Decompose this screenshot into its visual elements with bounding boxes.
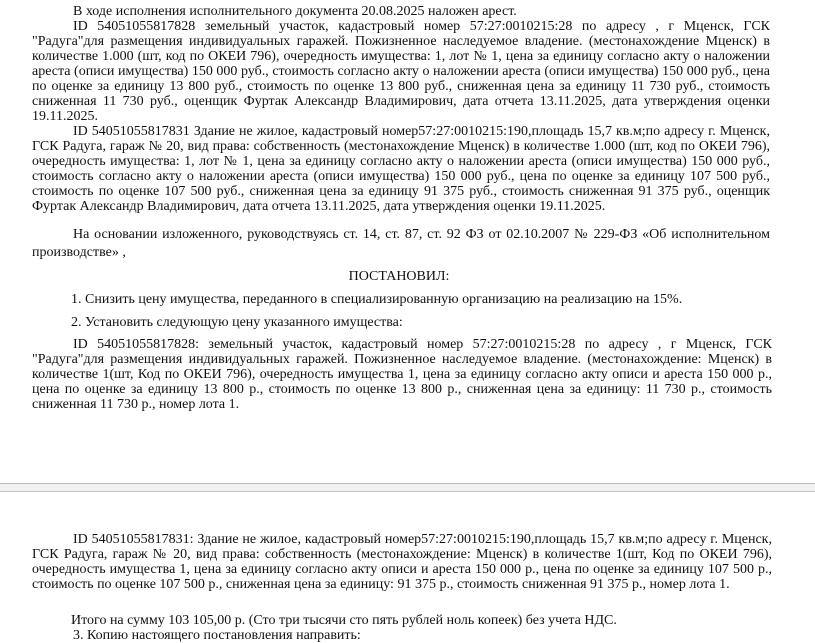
resolution-point-1: 1. Снизить цену имущества, переданного в специализированную организацию на реализацию на 15%. — [71, 292, 683, 307]
next-point-paragraph-cut: 3. Копию настоящего постановления направить: — [73, 628, 361, 643]
property-item-2-paragraph: ID 54051055817831 Здание не жилое, кадастровый номер57:27:0010215:190,площадь 15,7 кв.м;по адресу г. Мценск, ГСК Радуга, гараж № 20, вид права: собственность (местонахождение Мценск) в количестве 1.000 (шт, код по ОКЕИ 796), очередность имущества: 1, лот № 1, цена за единицу согласно акту о наложении ареста (описи имущества) 150 000 руб., стоимость согласно акту о наложении ареста (описи имущества) 150 000 руб., цена по оценке за единицу 107 500 руб., стоимость по оценке 107 500 руб., сниженная цена за единицу 91 375 руб., стоимость сниженная 91 375 руб., оценщик Фуртак Александр Владимирович, дата отчета 13.11.2025, дата утверждения оценки 19.11.2025. — [32, 124, 770, 214]
resolution-point-2: 2. Установить следующую цену указанного имущества: — [71, 315, 403, 330]
resolution-heading: ПОСТАНОВИЛ: — [348, 269, 450, 284]
legal-basis-paragraph: На основании изложенного, руководствуясь ст. 14, ст. 87, ст. 92 ФЗ от 02.10.2007 № 229-ФЗ «Об исполнительном производстве» , — [32, 227, 770, 260]
new-price-item-2: ID 54051055817831: Здание не жилое, кадастровый номер57:27:0010215:190,площадь 15,7 кв.м;по адресу г. Мценск, ГСК Радуга, гараж № 20, вид права: собственность (местонахождение: Мценск) в количестве 1(шт, Код по ОКЕИ 796), очередность имущества 1, цена за единицу согласно акту описи и ареста 150 000 р., цена по оценке за единицу 107 500 р., стоимость по оценке 107 500 р., сниженная цена за единицу: 91 375 р., стоимость сниженная 91 375 р., номер лота 1. — [32, 532, 772, 592]
page-break — [0, 483, 815, 492]
arrest-paragraph: В ходе исполнения исполнительного документа 20.08.2025 наложен арест. — [73, 4, 517, 19]
total-amount-paragraph: Итого на сумму 103 105,00 р. (Сто три тысячи сто пять рублей ноль копеек) без учета НДС. — [71, 613, 617, 628]
property-item-1-paragraph: ID 54051055817828 земельный участок, кадастровый номер 57:27:0010215:28 по адресу , г Мценск, ГСК "Радуга"для размещения индивидуальных гаражей. Пожизненное наследуемое владение. (местонахождение Мценск) в количестве 1.000 (шт, код по ОКЕИ 796), очередность имущества: 1, лот № 1, цена за единицу согласно акту о наложении ареста (описи имущества) 150 000 руб., стоимость согласно акту о наложении ареста (описи имущества) 150 000 руб., цена по оценке за единицу 13 800 руб., стоимость по оценке 13 800 руб., сниженная цена за единицу 11 730 руб., стоимость сниженная 11 730 руб., оценщик Фуртак Александр Владимирович, дата отчета 13.11.2025, дата утверждения оценки 19.11.2025. — [32, 19, 770, 124]
new-price-item-1: ID 54051055817828: земельный участок, кадастровый номер 57:27:0010215:28 по адресу , г Мценск, ГСК "Радуга"для размещения индивидуальных гаражей. Пожизненное наследуемое владение. (местонахождение: Мценск) в количестве 1(шт, Код по ОКЕИ 796), очередность имущества 1, цена за единицу согласно акту описи и ареста 150 000 р., цена по оценке за единицу 13 800 р., стоимость по оценке 13 800 р., сниженная цена за единицу: 11 730 р., стоимость сниженная 11 730 р., номер лота 1. — [32, 337, 772, 412]
